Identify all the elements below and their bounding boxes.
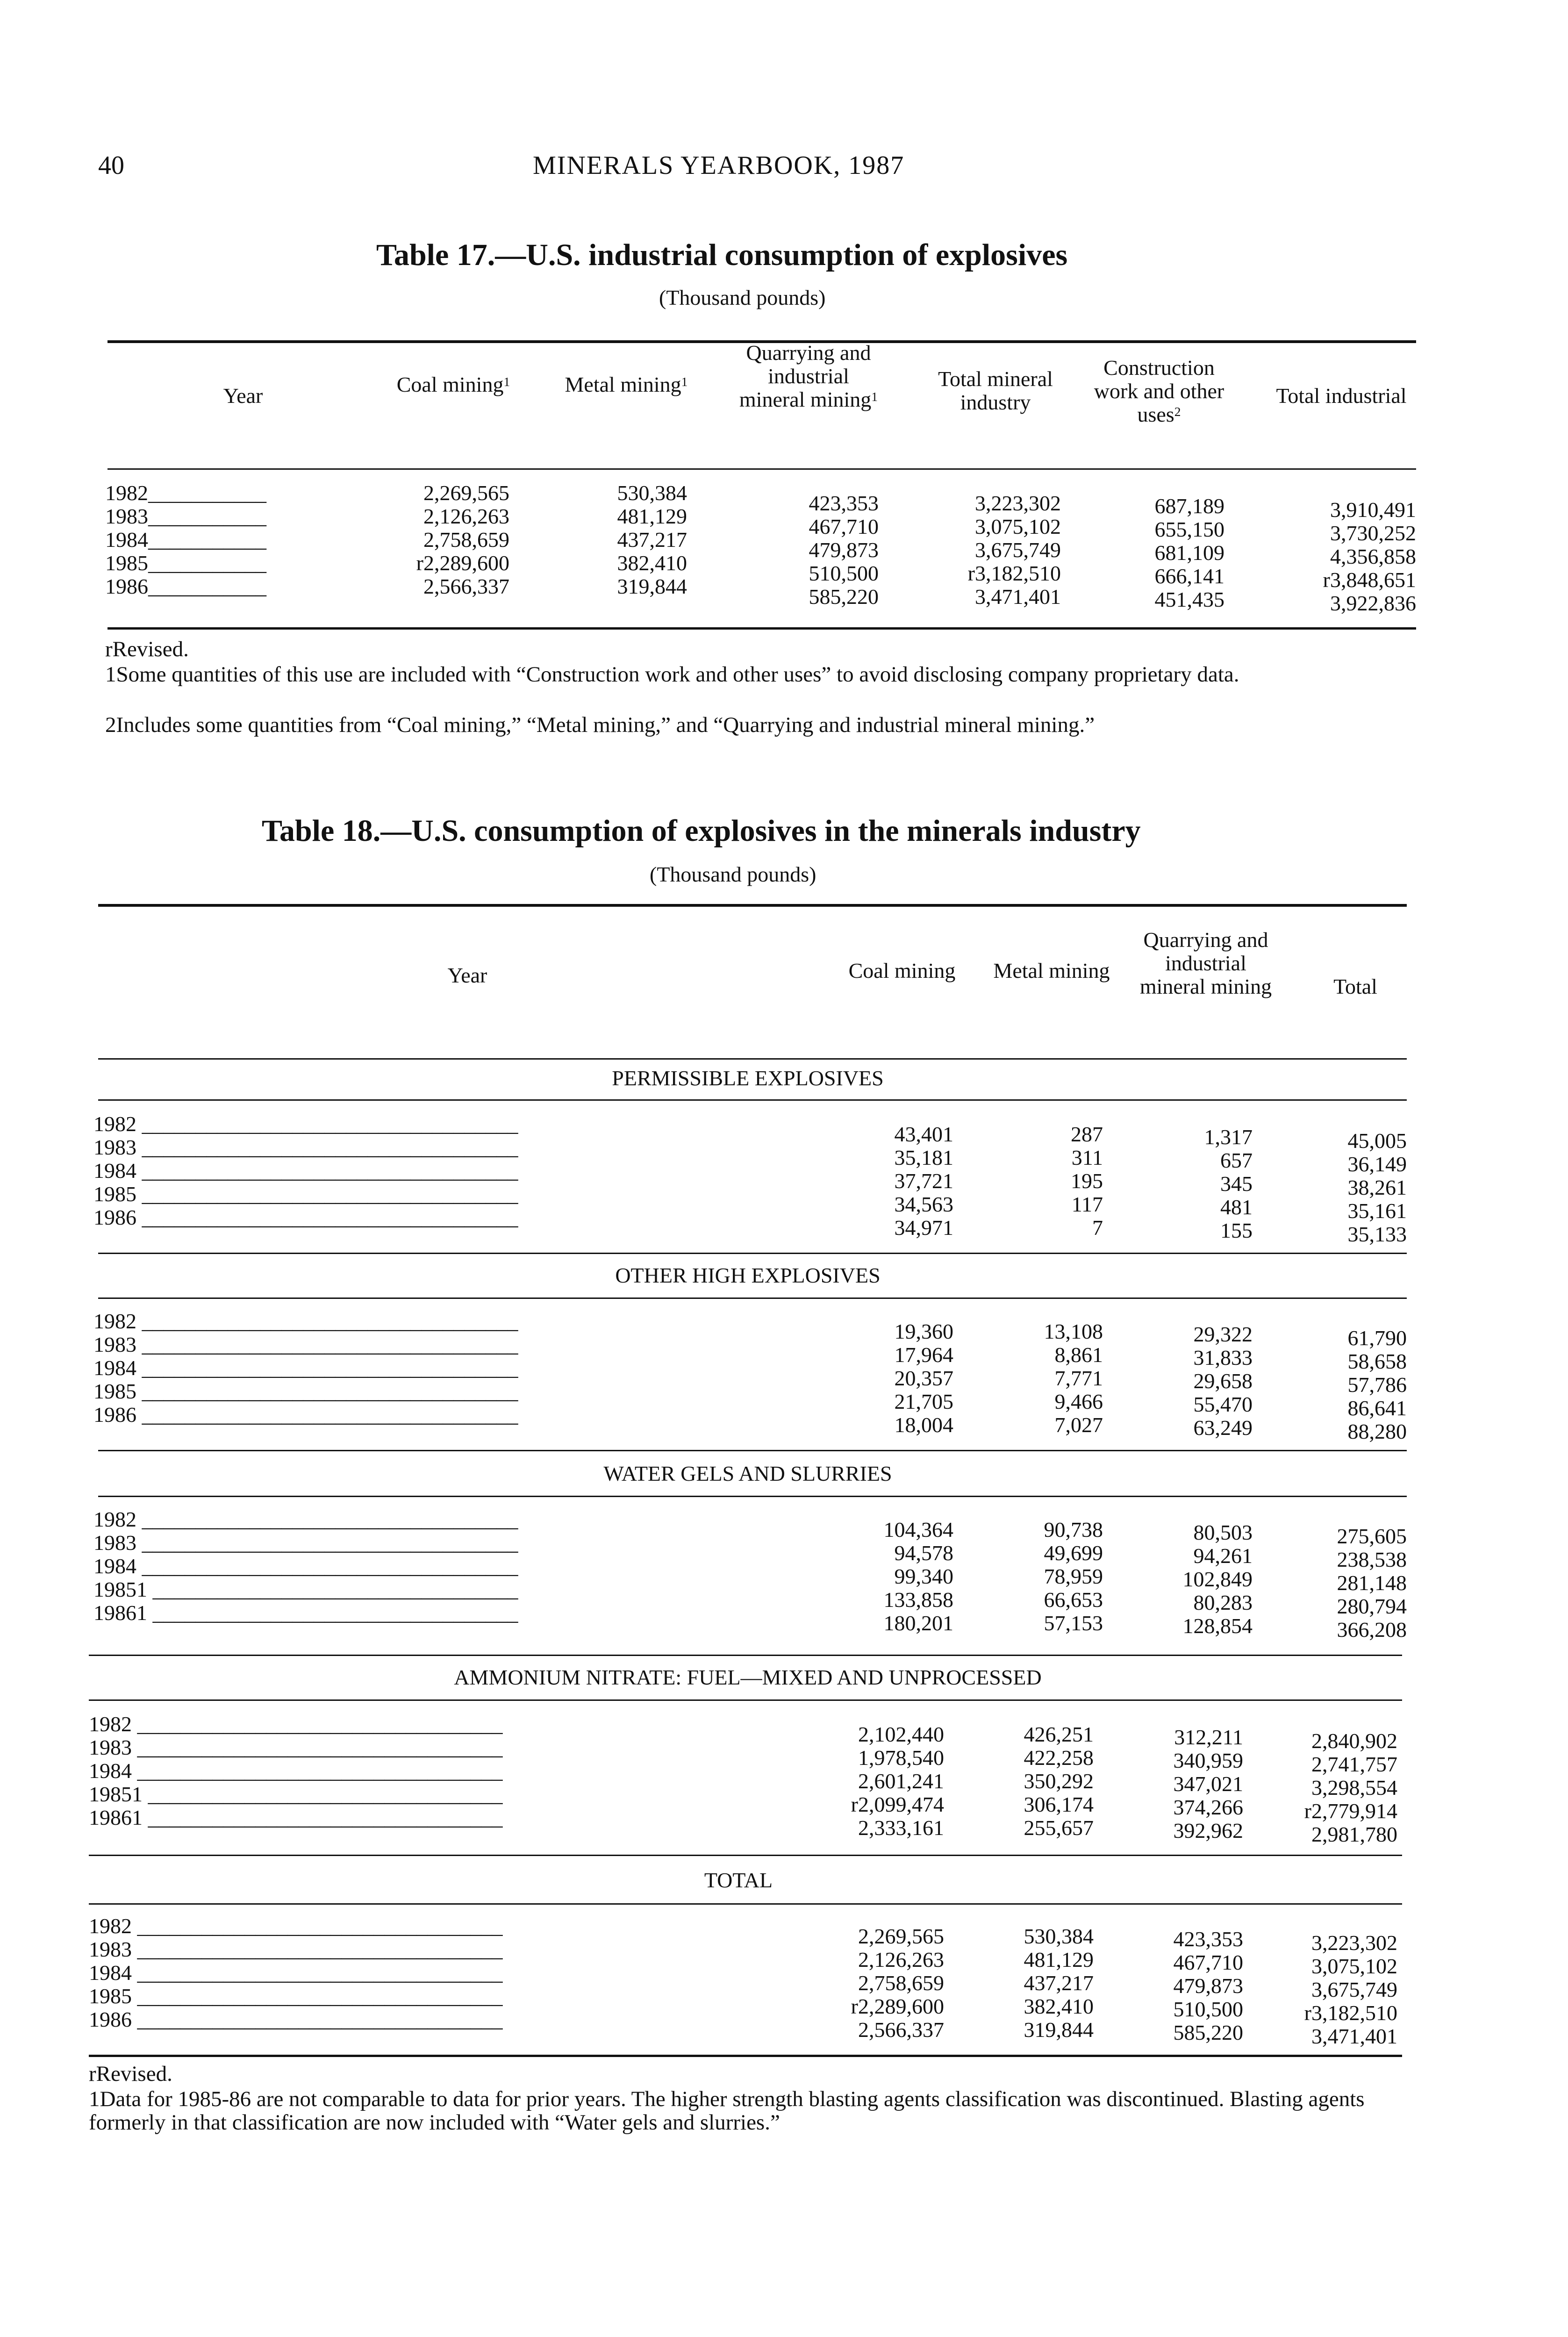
t18-cell-quarrying: 510,500 <box>1173 1997 1243 2021</box>
t18-cell-quarrying: 29,322 <box>1193 1322 1253 1346</box>
t18-cell-total: 280,794 <box>1337 1594 1407 1618</box>
t18-cell-coal: 37,721 <box>894 1169 953 1193</box>
t18-cell-metal: 66,653 <box>1044 1588 1103 1612</box>
t18-year: 1984 __________________________________ <box>89 1961 503 1985</box>
t18-cell-quarrying: 585,220 <box>1173 2021 1243 2044</box>
t17-cell-total-industrial: r3,848,651 <box>1323 568 1416 592</box>
t18-year: 1982 ___________________________________ <box>93 1309 518 1333</box>
t18-cell-metal: 382,410 <box>1024 1994 1094 2018</box>
t17-cell-total-mineral: 3,471,401 <box>975 585 1061 609</box>
t18-section-rule <box>98 1496 1407 1497</box>
t18-cell-quarrying: 345 <box>1220 1172 1253 1196</box>
t18-cell-coal: 94,578 <box>894 1541 953 1565</box>
t18-cell-metal: 287 <box>1071 1122 1103 1146</box>
t18-cell-total: r2,779,914 <box>1304 1799 1397 1823</box>
t18-cell-total: 36,149 <box>1347 1152 1407 1176</box>
t18-cell-metal: 306,174 <box>1024 1792 1094 1816</box>
t18-cell-quarrying: 340,959 <box>1173 1749 1243 1772</box>
t18-year: 1983 ___________________________________ <box>93 1333 518 1356</box>
t18-cell-total: 3,075,102 <box>1311 1954 1397 1978</box>
t17-year: 1982___________ <box>105 481 266 505</box>
t18-cell-total: r3,182,510 <box>1304 2001 1397 2025</box>
t17-cell-quarrying: 467,710 <box>809 515 879 538</box>
t17-header-quarrying: Quarrying and industrial mineral mining$^1$ <box>739 341 878 411</box>
t18-cell-total: 3,675,749 <box>1311 1978 1397 2001</box>
t17-year: 1984___________ <box>105 528 266 552</box>
t18-header-year: Year <box>447 963 487 987</box>
t18-cell-total: 35,161 <box>1347 1199 1407 1223</box>
t18-cell-quarrying: 102,849 <box>1182 1567 1253 1591</box>
t17-cell-quarrying: 510,500 <box>809 561 879 585</box>
t17-footnote-2: 2Includes some quantities from “Coal mining,” “Metal mining,” and “Quarrying and industrial mineral mining.” <box>105 713 1095 737</box>
t18-cell-metal: 9,466 <box>1054 1390 1103 1413</box>
t18-cell-total: 2,741,757 <box>1311 1752 1397 1776</box>
t18-cell-metal: 7 <box>1092 1216 1103 1240</box>
t18-cell-quarrying: 1,317 <box>1204 1125 1253 1149</box>
t17-cell-coal: r2,289,600 <box>416 551 509 575</box>
t18-cell-total: 45,005 <box>1347 1129 1407 1153</box>
t18-cell-coal: 2,126,263 <box>858 1948 944 1971</box>
t18-cell-total: 281,148 <box>1337 1571 1407 1595</box>
t18-section-rule <box>98 1099 1407 1101</box>
t18-year: 1986 ___________________________________ <box>93 1205 518 1229</box>
t18-cell-quarrying: 80,283 <box>1193 1591 1253 1614</box>
t18-cell-metal: 426,251 <box>1024 1722 1094 1746</box>
t18-section-rule <box>89 1855 1402 1856</box>
t18-year: 1982 __________________________________ <box>89 1712 503 1736</box>
t18-section-title: PERMISSIBLE EXPLOSIVES <box>612 1066 884 1090</box>
table18-header-rule <box>98 1058 1407 1060</box>
t18-year: 1985 ___________________________________ <box>93 1379 518 1403</box>
t18-cell-total: 3,298,554 <box>1311 1776 1397 1799</box>
t18-cell-metal: 8,861 <box>1054 1343 1103 1367</box>
t18-cell-metal: 481,129 <box>1024 1948 1094 1971</box>
t17-cell-quarrying: 585,220 <box>809 585 879 609</box>
t18-cell-metal: 350,292 <box>1024 1769 1094 1793</box>
t17-cell-total-industrial: 3,922,836 <box>1330 591 1416 615</box>
t17-cell-total-industrial: 3,730,252 <box>1330 521 1416 545</box>
table18-title: Table 18.—U.S. consumption of explosives in the minerals industry <box>262 814 1141 848</box>
t18-year: 1982 __________________________________ <box>89 1914 503 1938</box>
t18-section-rule <box>89 1903 1402 1905</box>
t18-year: 1985 __________________________________ <box>89 1984 503 2008</box>
t18-cell-metal: 255,657 <box>1024 1816 1094 1840</box>
t17-cell-quarrying: 479,873 <box>809 538 879 562</box>
t18-cell-coal: 2,102,440 <box>858 1722 944 1746</box>
t18-cell-total: 38,261 <box>1347 1176 1407 1199</box>
t18-cell-coal: 43,401 <box>894 1122 953 1146</box>
t17-header-total-mineral: Total mineral industry <box>938 367 1053 414</box>
t17-cell-construction: 666,141 <box>1154 564 1224 588</box>
t18-year: 19861 __________________________________ <box>93 1601 518 1625</box>
t18-cell-coal: 34,563 <box>894 1192 953 1216</box>
t18-cell-metal: 49,699 <box>1044 1541 1103 1565</box>
t18-year: 19861 _________________________________ <box>89 1806 503 1829</box>
t18-year: 1985 ___________________________________ <box>93 1182 518 1206</box>
t18-year: 1983 ___________________________________ <box>93 1135 518 1159</box>
t18-year: 1984 ___________________________________ <box>93 1554 518 1578</box>
t18-cell-metal: 437,217 <box>1024 1971 1094 1995</box>
t18-cell-metal: 117 <box>1071 1192 1103 1216</box>
t18-cell-quarrying: 63,249 <box>1193 1416 1253 1440</box>
t18-section-title: AMMONIUM NITRATE: FUEL—MIXED AND UNPROCESSED <box>454 1665 1042 1689</box>
t17-cell-coal: 2,269,565 <box>423 481 509 505</box>
t18-cell-metal: 422,258 <box>1024 1746 1094 1770</box>
t18-header-quarrying: Quarrying and industrial mineral mining <box>1139 928 1272 998</box>
t17-cell-construction: 451,435 <box>1154 588 1224 611</box>
t17-cell-coal: 2,126,263 <box>423 504 509 528</box>
t17-cell-total-mineral: 3,223,302 <box>975 491 1061 515</box>
t18-cell-coal: 35,181 <box>894 1146 953 1169</box>
t18-header-total: Total <box>1333 975 1377 998</box>
t18-cell-metal: 90,738 <box>1044 1518 1103 1541</box>
t17-cell-total-mineral: r3,182,510 <box>967 561 1061 585</box>
t18-cell-metal: 311 <box>1071 1146 1103 1169</box>
t18-section-title: TOTAL <box>704 1868 773 1892</box>
t17-cell-metal: 319,844 <box>617 574 687 598</box>
table18-subtitle: (Thousand pounds) <box>650 862 816 886</box>
t17-cell-construction: 681,109 <box>1154 541 1224 565</box>
t18-cell-quarrying: 55,470 <box>1193 1392 1253 1416</box>
t18-cell-total: 366,208 <box>1337 1618 1407 1642</box>
t18-section-rule <box>89 1699 1402 1701</box>
t18-cell-metal: 530,384 <box>1024 1924 1094 1948</box>
t17-cell-coal: 2,758,659 <box>423 528 509 552</box>
t18-section-rule <box>98 1298 1407 1299</box>
t18-cell-coal: 2,758,659 <box>858 1971 944 1995</box>
t18-footnote-1: 1Data for 1985-86 are not comparable to data for prior years. The higher strength blasting agents classification was discontinued. Blasting agents formerly in that classification are now included with “Water gels and slurries.” <box>89 2087 1365 2135</box>
t18-cell-coal: 99,340 <box>894 1564 953 1588</box>
t18-cell-coal: 2,601,241 <box>858 1769 944 1793</box>
t18-cell-quarrying: 467,710 <box>1173 1950 1243 1974</box>
t18-cell-total: 86,641 <box>1347 1396 1407 1420</box>
t17-cell-metal: 437,217 <box>617 528 687 552</box>
t18-year: 1986 __________________________________ <box>89 2007 503 2031</box>
t18-cell-quarrying: 374,266 <box>1173 1795 1243 1819</box>
t18-cell-coal: 2,333,161 <box>858 1816 944 1840</box>
page-number: 40 <box>98 151 124 180</box>
t18-cell-coal: 104,364 <box>883 1518 953 1541</box>
t18-cell-total: 3,223,302 <box>1311 1931 1397 1955</box>
table17-bottom-rule <box>107 627 1416 630</box>
t17-cell-construction: 687,189 <box>1154 494 1224 518</box>
t17-year: 1983___________ <box>105 504 266 528</box>
t18-cell-metal: 7,027 <box>1054 1413 1103 1437</box>
t18-cell-metal: 319,844 <box>1024 2018 1094 2042</box>
t18-cell-quarrying: 155 <box>1220 1219 1253 1242</box>
t18-cell-quarrying: 423,353 <box>1173 1927 1243 1951</box>
t18-cell-total: 88,280 <box>1347 1419 1407 1443</box>
t17-cell-metal: 481,129 <box>617 504 687 528</box>
table18-top-rule <box>98 904 1407 907</box>
t18-cell-quarrying: 128,854 <box>1182 1614 1253 1638</box>
t18-year: 1983 __________________________________ <box>89 1937 503 1961</box>
t18-cell-coal: 1,978,540 <box>858 1746 944 1770</box>
t18-cell-quarrying: 312,211 <box>1174 1725 1243 1749</box>
t18-cell-quarrying: 80,503 <box>1193 1520 1253 1544</box>
t18-section-rule <box>89 1655 1402 1656</box>
t18-cell-quarrying: 392,962 <box>1173 1819 1243 1842</box>
t18-cell-coal: 18,004 <box>894 1413 953 1437</box>
t18-section-title: WATER GELS AND SLURRIES <box>603 1462 892 1485</box>
t18-footnote-revised: rRevised. <box>89 2062 172 2086</box>
t17-footnote-revised: rRevised. <box>105 637 189 661</box>
t17-cell-coal: 2,566,337 <box>423 574 509 598</box>
t18-cell-coal: 19,360 <box>894 1319 953 1343</box>
t17-cell-total-industrial: 4,356,858 <box>1330 545 1416 568</box>
t18-cell-total: 2,840,902 <box>1311 1729 1397 1753</box>
t18-cell-total: 238,538 <box>1337 1548 1407 1571</box>
t18-year: 1984 ___________________________________ <box>93 1159 518 1183</box>
t17-header-construction: Construction work and other uses$^2$ <box>1094 356 1224 426</box>
t18-cell-quarrying: 481 <box>1220 1195 1253 1219</box>
t18-cell-total: 57,786 <box>1347 1373 1407 1397</box>
t18-cell-coal: 2,566,337 <box>858 2018 944 2042</box>
t18-header-coal: Coal mining <box>848 959 956 982</box>
table17-subtitle: (Thousand pounds) <box>659 286 826 309</box>
t17-cell-total-mineral: 3,675,749 <box>975 538 1061 562</box>
t18-cell-quarrying: 31,833 <box>1193 1346 1253 1369</box>
t18-cell-total: 58,658 <box>1347 1349 1407 1373</box>
t18-year: 1983 ___________________________________ <box>93 1531 518 1555</box>
t18-cell-quarrying: 94,261 <box>1193 1544 1253 1568</box>
t18-cell-coal: r2,289,600 <box>851 1994 944 2018</box>
t18-section-rule <box>98 1450 1407 1451</box>
t18-cell-coal: r2,099,474 <box>851 1792 944 1816</box>
t17-cell-quarrying: 423,353 <box>809 491 879 515</box>
t18-cell-coal: 21,705 <box>894 1390 953 1413</box>
t18-cell-quarrying: 347,021 <box>1173 1772 1243 1796</box>
t17-cell-construction: 655,150 <box>1154 517 1224 541</box>
t18-year: 19851 __________________________________ <box>93 1577 518 1601</box>
t17-year: 1986___________ <box>105 574 266 598</box>
t17-footnote-1: 1Some quantities of this use are included with “Construction work and other uses” to avoid disclosing company proprietary data. <box>105 662 1239 687</box>
table17-title: Table 17.—U.S. industrial consumption of explosives <box>376 238 1068 272</box>
t18-cell-coal: 133,858 <box>883 1588 953 1612</box>
t18-section-title: OTHER HIGH EXPLOSIVES <box>615 1263 881 1287</box>
t18-cell-quarrying: 29,658 <box>1193 1369 1253 1393</box>
t18-year: 1984 __________________________________ <box>89 1759 503 1783</box>
t17-cell-metal: 530,384 <box>617 481 687 505</box>
table17-header-rule <box>107 468 1416 470</box>
t17-cell-metal: 382,410 <box>617 551 687 575</box>
t18-cell-total: 61,790 <box>1347 1326 1407 1350</box>
t18-section-rule <box>98 1253 1407 1254</box>
t18-cell-metal: 57,153 <box>1044 1611 1103 1635</box>
t18-cell-coal: 34,971 <box>894 1216 953 1240</box>
t17-header-coal: Coal mining$^1$ <box>396 373 510 396</box>
t18-header-metal: Metal mining <box>993 959 1110 982</box>
t18-cell-coal: 180,201 <box>883 1611 953 1635</box>
t17-header-metal: Metal mining$^1$ <box>565 373 688 396</box>
t17-cell-total-industrial: 3,910,491 <box>1330 498 1416 522</box>
t17-year: 1985___________ <box>105 551 266 575</box>
t18-cell-coal: 17,964 <box>894 1343 953 1367</box>
t18-cell-coal: 20,357 <box>894 1366 953 1390</box>
t18-year: 1984 ___________________________________ <box>93 1356 518 1380</box>
t18-cell-quarrying: 657 <box>1220 1148 1253 1172</box>
t18-cell-total: 2,981,780 <box>1311 1822 1397 1846</box>
t18-year: 1986 ___________________________________ <box>93 1403 518 1427</box>
t18-cell-quarrying: 479,873 <box>1173 1974 1243 1998</box>
t17-header-total-industrial: Total industrial <box>1276 384 1407 408</box>
t18-year: 1982 ___________________________________ <box>93 1507 518 1531</box>
t18-cell-metal: 7,771 <box>1054 1366 1103 1390</box>
t18-year: 1982 ___________________________________ <box>93 1112 518 1136</box>
running-title: MINERALS YEARBOOK, 1987 <box>533 151 905 180</box>
t17-cell-total-mineral: 3,075,102 <box>975 515 1061 538</box>
t17-header-year: Year <box>223 384 263 408</box>
t18-cell-total: 3,471,401 <box>1311 2024 1397 2048</box>
t18-year: 19851 _________________________________ <box>89 1782 503 1806</box>
t18-year: 1983 __________________________________ <box>89 1735 503 1759</box>
t18-cell-total: 35,133 <box>1347 1222 1407 1246</box>
t18-cell-coal: 2,269,565 <box>858 1924 944 1948</box>
t18-cell-metal: 78,959 <box>1044 1564 1103 1588</box>
table18-bottom-rule <box>89 2055 1402 2057</box>
t18-cell-metal: 13,108 <box>1044 1319 1103 1343</box>
t18-cell-metal: 195 <box>1071 1169 1103 1193</box>
t18-cell-total: 275,605 <box>1337 1524 1407 1548</box>
